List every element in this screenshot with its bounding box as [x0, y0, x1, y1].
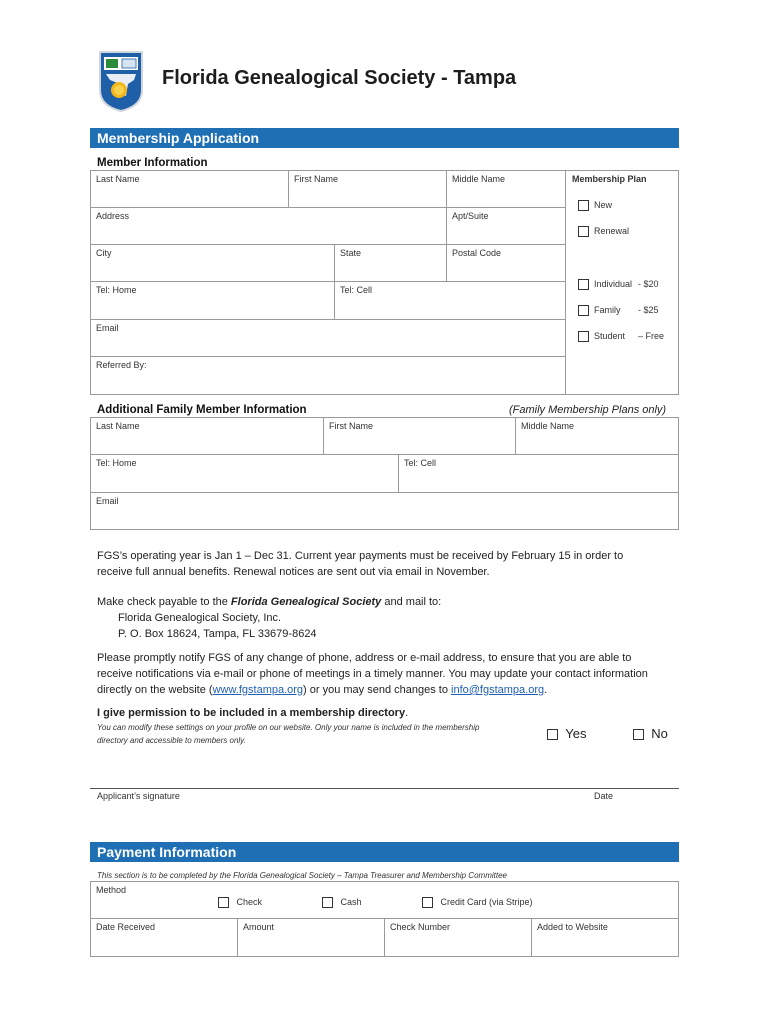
mailing-address-line1: Florida Genealogical Society, Inc. [118, 612, 282, 624]
checkbox-icon[interactable] [633, 729, 644, 740]
city-field[interactable]: City [90, 244, 335, 282]
first-name-field[interactable]: First Name [288, 170, 447, 208]
referred-by-field[interactable]: Referred By: [90, 356, 566, 395]
org-name: Florida Genealogical Society [230, 596, 382, 608]
checkbox-icon[interactable] [578, 200, 589, 211]
checkbox-icon[interactable] [578, 331, 589, 342]
page-title: Florida Genealogical Society - Tampa [162, 67, 517, 89]
membership-plan-title: Membership Plan [572, 174, 647, 184]
notify-changes-paragraph: Please promptly notify FGS of any change of phone, address or e-mail address, to ensure that you are able to receive notifications via e-mail or phone of meetings in a timely manner. You may update your contact information directly on the website (www.fgstampa.org) or you may send changes to info@fgstampa.org. [97, 652, 648, 696]
applicant-signature-label: Applicant’s signature [97, 791, 180, 801]
plan-renewal-option[interactable]: Renewal [578, 226, 629, 237]
family-note: (Family Membership Plans only) [509, 404, 667, 416]
directory-yes-option[interactable]: Yes [547, 726, 586, 741]
plan-family-price: - $25 [638, 305, 659, 315]
plan-student-price: – Free [638, 331, 665, 341]
postal-code-field[interactable]: Postal Code [446, 244, 566, 282]
email-link[interactable]: info@fgstampa.org [451, 684, 545, 696]
plan-new-option[interactable]: New [578, 200, 612, 211]
family-tel-home-field[interactable]: Tel: Home [90, 454, 399, 493]
member-info-label: Member Information [97, 157, 208, 169]
address-field[interactable]: Address [90, 207, 447, 245]
method-cash-option[interactable]: Cash [322, 897, 362, 908]
family-info-label: Additional Family Member Information [97, 404, 307, 416]
website-link[interactable]: www.fgstampa.org [212, 684, 304, 696]
apt-suite-field[interactable]: Apt/Suite [446, 207, 566, 245]
membership-section-bar: Membership Application [90, 128, 679, 148]
tel-home-field[interactable]: Tel: Home [90, 281, 335, 320]
payment-note: This section is to be completed by the Florida Genealogical Society – Tampa Treasurer and Membership Committee [97, 871, 507, 880]
society-logo-icon [98, 50, 144, 112]
plan-individual-option[interactable]: Individual [578, 279, 632, 290]
family-last-name-field[interactable]: Last Name [90, 417, 324, 455]
method-check-option[interactable]: Check [218, 897, 262, 908]
family-middle-name-field[interactable]: Middle Name [515, 417, 679, 455]
checkbox-icon[interactable] [578, 226, 589, 237]
family-email-field[interactable]: Email [90, 492, 679, 530]
payment-section-bar: Payment Information [90, 842, 679, 862]
signature-line[interactable] [90, 788, 679, 789]
checkbox-icon[interactable] [578, 305, 589, 316]
directory-note: You can modify these settings on your profile on our website. Only your name is included in the membership directory and accessible to members only. [97, 723, 480, 745]
directory-permission: I give permission to be included in a membership directory. [97, 707, 409, 719]
check-payable-paragraph: Make check payable to the Florida Genealogical Society and mail to: [97, 596, 442, 608]
payment-method-row: Method [90, 881, 679, 919]
amount-field[interactable]: Amount [237, 918, 385, 957]
state-field[interactable]: State [334, 244, 447, 282]
directory-no-option[interactable]: No [633, 726, 668, 741]
middle-name-field[interactable]: Middle Name [446, 170, 566, 208]
operating-year-paragraph: FGS’s operating year is Jan 1 – Dec 31. Current year payments must be received by February 15 in order to receive full annual benefits. Renewal notices are sent out via email in November. [97, 550, 624, 578]
family-tel-cell-field[interactable]: Tel: Cell [398, 454, 679, 493]
mailing-address-line2: P. O. Box 18624, Tampa, FL 33679-8624 [118, 628, 317, 640]
date-label: Date [594, 791, 614, 801]
email-field[interactable]: Email [90, 319, 566, 357]
plan-individual-price: - $20 [638, 279, 659, 289]
checkbox-icon[interactable] [322, 897, 333, 908]
plan-student-option[interactable]: Student [578, 331, 625, 342]
checkbox-icon[interactable] [422, 897, 433, 908]
checkbox-icon[interactable] [578, 279, 589, 290]
method-credit-option[interactable]: Credit Card (via Stripe) [422, 897, 533, 908]
added-to-website-field[interactable]: Added to Website [531, 918, 679, 957]
last-name-field[interactable]: Last Name [90, 170, 289, 208]
date-received-field[interactable]: Date Received [90, 918, 238, 957]
plan-family-option[interactable]: Family [578, 305, 621, 316]
checkbox-icon[interactable] [547, 729, 558, 740]
family-first-name-field[interactable]: First Name [323, 417, 516, 455]
checkbox-icon[interactable] [218, 897, 229, 908]
check-number-field[interactable]: Check Number [384, 918, 532, 957]
tel-cell-field[interactable]: Tel: Cell [334, 281, 566, 320]
